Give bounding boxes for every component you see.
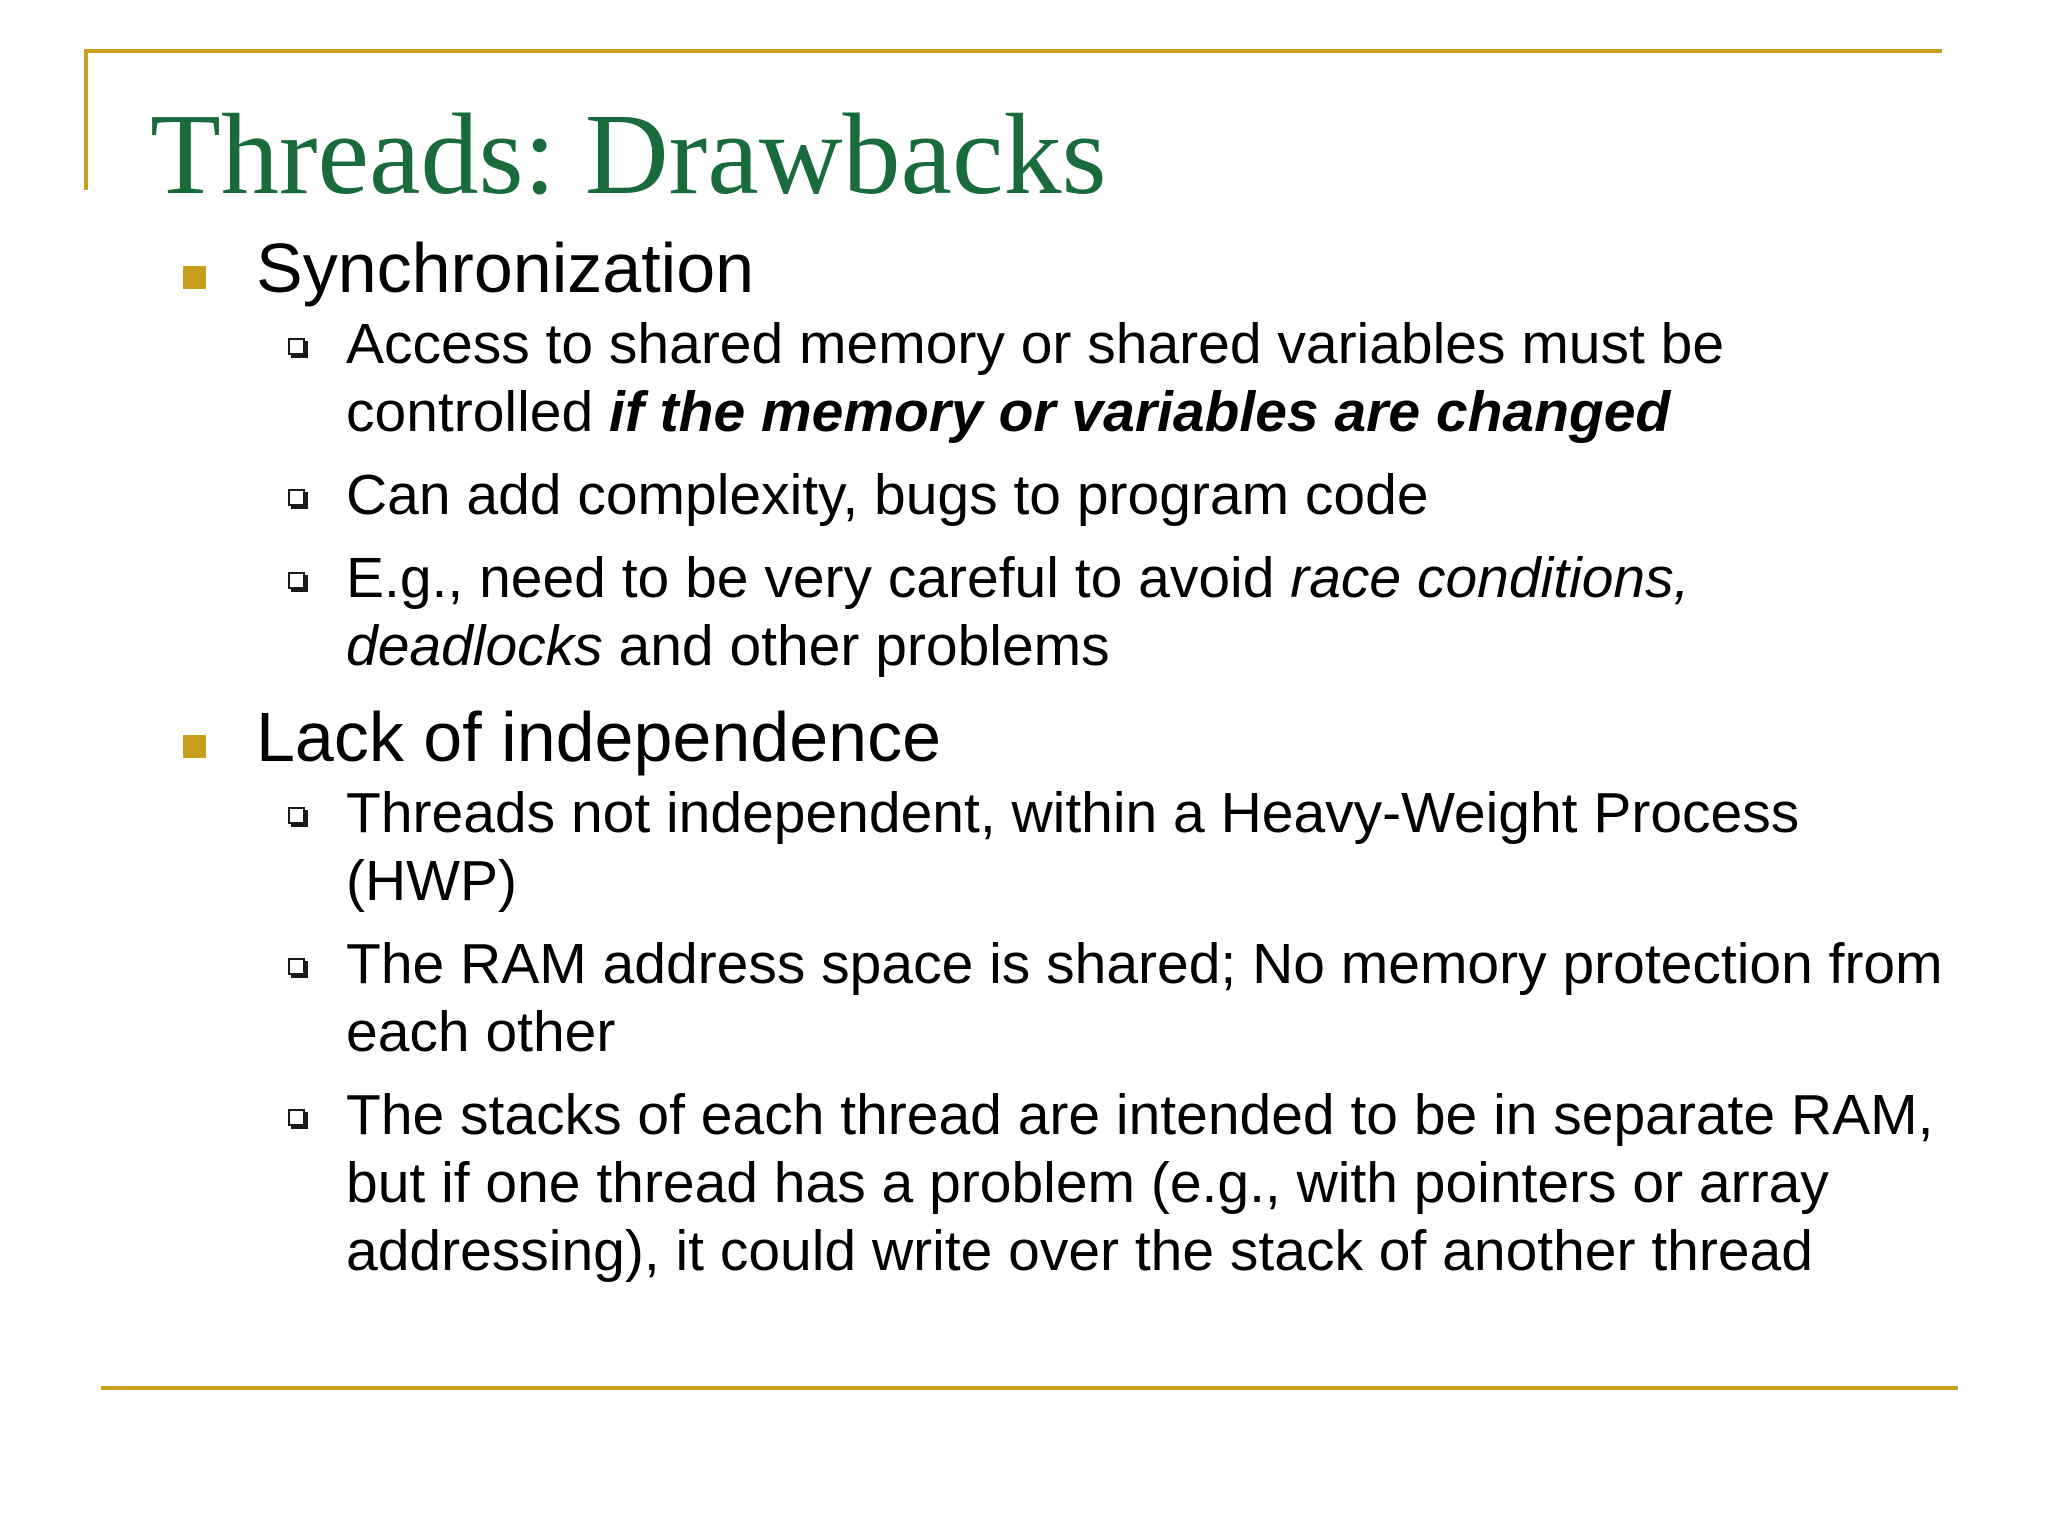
- bullet-text: Threads not independent, within a Heavy-Weight Process (HWP): [346, 781, 1800, 913]
- hollow-square-bullet-icon: [288, 1109, 305, 1126]
- bullet-text-emphasis: if the memory or variables are changed: [609, 380, 1671, 444]
- bullet-level2: [0, 544, 1946, 680]
- section-synchronization: [0, 226, 2048, 680]
- frame-top-rule: [84, 49, 1942, 53]
- slide-title: Threads: Drawbacks: [150, 91, 1107, 219]
- bullet-level1: [0, 695, 2048, 779]
- bullet-text: Can add complexity, bugs to program code: [346, 463, 1429, 527]
- frame-bottom-rule: [101, 1386, 1958, 1390]
- section-lack-of-independence: [0, 695, 2048, 1285]
- bullet-text: and other problems: [602, 614, 1110, 678]
- bullet-text: E.g., need to be very careful to avoid: [346, 546, 1291, 610]
- hollow-square-bullet-icon: [288, 807, 305, 824]
- square-bullet-icon: [183, 266, 206, 289]
- hollow-square-bullet-icon: [288, 958, 305, 975]
- hollow-square-bullet-icon: [288, 572, 305, 589]
- square-bullet-icon: [183, 735, 206, 758]
- slide-body: [0, 226, 2048, 1300]
- bullet-text: The stacks of each thread are intended to be in separate RAM, but if one thread has a problem (e.g., with pointers or array addressing), it could write over the stack of another thread: [346, 1083, 1934, 1283]
- bullet-level2: [0, 779, 1946, 915]
- bullet-level2: [0, 1081, 1946, 1285]
- bullet-level2: [0, 461, 1946, 529]
- section-heading: Lack of independence: [256, 698, 941, 776]
- bullet-text: The RAM address space is shared; No memory protection from each other: [346, 932, 1943, 1064]
- bullet-level1: [0, 226, 2048, 310]
- hollow-square-bullet-icon: [288, 338, 305, 355]
- bullet-text-italic: race conditions, deadlocks: [346, 546, 1690, 678]
- frame-left-rule: [84, 49, 88, 190]
- hollow-square-bullet-icon: [288, 489, 305, 506]
- bullet-level2: [0, 310, 1946, 446]
- section-heading: Synchronization: [256, 229, 755, 307]
- bullet-level2: [0, 930, 1946, 1066]
- bullet-text: Access to shared memory or shared variables must be controlled: [346, 312, 1725, 444]
